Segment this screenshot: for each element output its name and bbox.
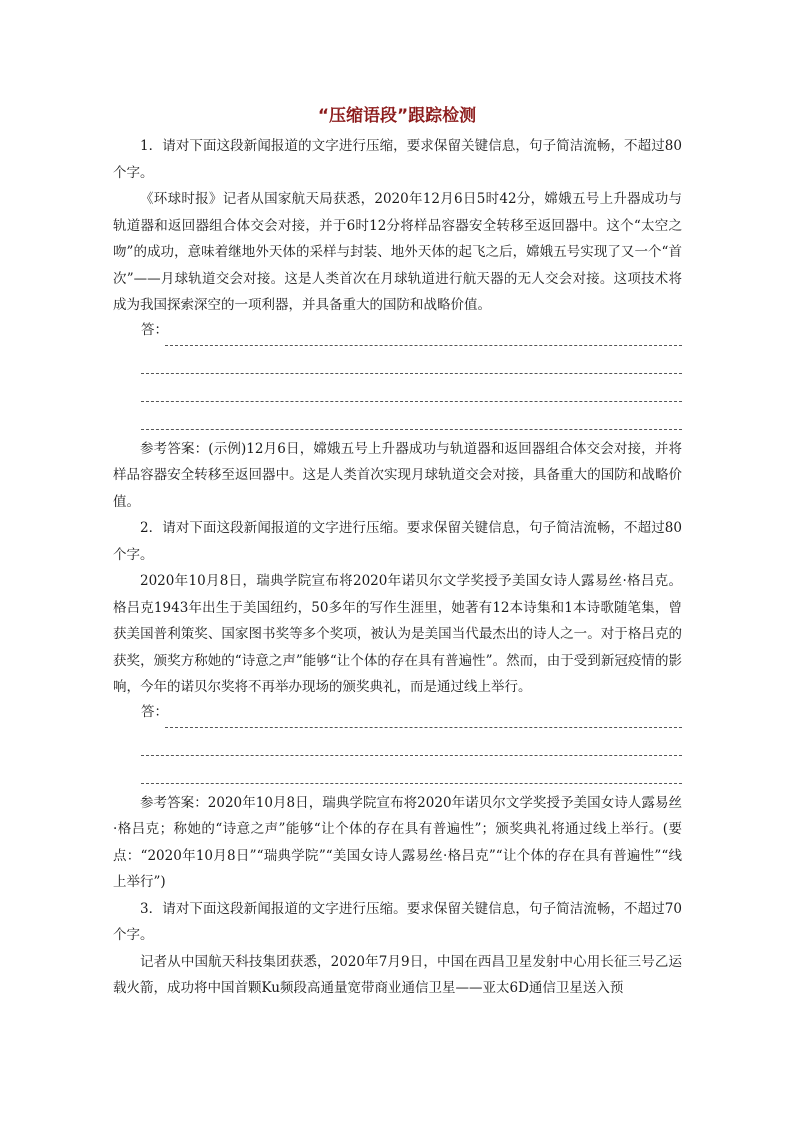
question-1-passage: 《环球时报》记者从国家航天局获悉，2020年12月6日5时42分，嫦娥五号上升器成功与轨道器和返回器组合体交会对接，并于6时12分将样品容器安全转移至返回器中。这个“太空之吻”的成功，意味着继地外天体的采样与封装、地外天体的起飞之后，嫦娥五号实现了又一个“首次”——月球轨道交会对接。这是人类首次在月球轨道进行航天器的无人交会对接。这项技术将成为我国探索深空的一项利器，并具备重大的国防和战略价值。 [113, 191, 682, 313]
question-2-passage: 2020年10月8日，瑞典学院宣布将2020年诺贝尔文学奖授予美国女诗人露易丝·格吕克。格吕克1943年出生于美国纽约，50多年的写作生涯里，她著有12本诗集和1本诗歌随笔集，曾获美国普利策奖、国家图书奖等多个奖项，被认为是美国当代最杰出的诗人之一。对于格吕克的获奖，颁奖方称她的“诗意之声”能够“让个体的存在具有普遍性”。然而，由于受到新冠疫情的影响，今年的诺贝尔奖将不再举办现场的颁奖典礼，而是通过线上举行。 [113, 573, 682, 695]
answer-line[interactable] [141, 728, 682, 756]
answer-line[interactable] [141, 374, 682, 402]
question-2-prompt: 2．请对下面这段新闻报道的文字进行压缩。要求保留关键信息，句子简洁流畅，不超过80个字。 [113, 520, 682, 563]
answer-line[interactable] [141, 756, 682, 784]
answer-line[interactable] [141, 402, 682, 430]
answer-line[interactable] [141, 701, 682, 728]
answer-line[interactable] [141, 346, 682, 374]
question-1-prompt: 1．请对下面这段新闻报道的文字进行压缩，要求保留关键信息，句子简洁流畅，不超过80个字。 [113, 138, 682, 181]
answer-label: 答： [141, 699, 172, 726]
page-title: “压缩语段”跟踪检测 [317, 106, 477, 126]
question-1-answer-area[interactable] [113, 319, 682, 430]
answer-line[interactable] [141, 319, 682, 346]
question-1-reference-answer: 参考答案：(示例)12月6日，嫦娥五号上升器成功与轨道器和返回器组合体交会对接，并将样品容器安全转移至返回器中。这是人类首次实现月球轨道交会对接，具备重大的国防和战略价值。 [113, 440, 682, 510]
question-2-reference-answer: 参考答案：2020年10月8日，瑞典学院宣布将2020年诺贝尔文学奖授予美国女诗人露易丝·格吕克；称她的“诗意之声”能够“让个体的存在具有普遍性”；颁奖典礼将通过线上举行。(要点：“2020年10月8日”“瑞典学院”“美国女诗人露易丝·格吕克”“让个体的存在具有普遍性”“线上举行”) [113, 794, 682, 890]
question-3-prompt: 3．请对下面这段新闻报道的文字进行压缩。要求保留关键信息，句子简洁流畅，不超过70个字。 [113, 900, 682, 943]
document-body [113, 133, 682, 1002]
answer-label: 答： [141, 317, 172, 344]
question-2-answer-area[interactable] [113, 701, 682, 784]
question-3-passage: 记者从中国航天科技集团获悉，2020年7月9日，中国在西昌卫星发射中心用长征三号乙运载火箭，成功将中国首颗Ku频段高通量宽带商业通信卫星——亚太6D通信卫星送入预 [113, 953, 682, 996]
